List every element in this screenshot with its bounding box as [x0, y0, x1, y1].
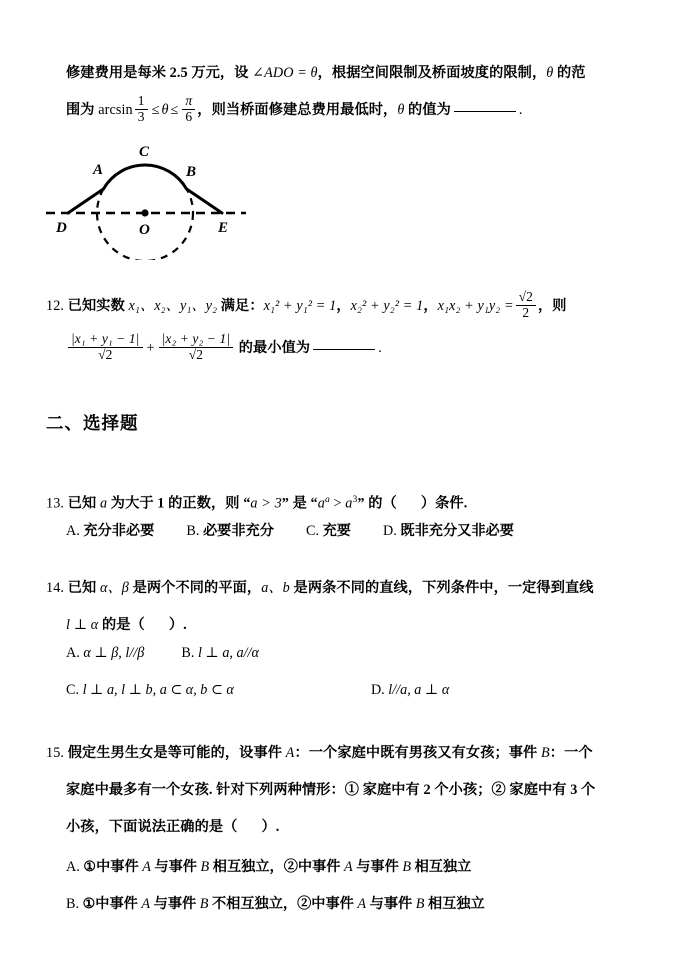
q15-option-a-part5: 相互独立 — [411, 859, 472, 875]
q13-option-c-text: 充要 — [322, 523, 351, 539]
fraction-one-third-numerator: 1 — [135, 94, 148, 110]
fraction-sqrt2-over-2 — [516, 290, 536, 320]
q15-option-a-event-b1: B — [200, 859, 210, 875]
fraction-pi-sixths-denominator: 6 — [185, 109, 193, 124]
figure-label-c: C — [139, 144, 150, 160]
q12-comma-2: ， — [423, 298, 438, 314]
q15-option-a-part2: 与事件 — [150, 859, 201, 875]
q13-text2: 为大于 1 的正数，则 “ — [107, 495, 251, 512]
q11-line2-text2: ，则当桥面修建总费用最低时， — [197, 102, 398, 118]
q11-line1-text3: 的范 — [553, 65, 586, 81]
le-sign-1: ≤ — [151, 102, 160, 118]
figure-label-d: D — [56, 220, 67, 236]
le-sign-2: ≤ — [170, 102, 179, 118]
q13-option-a[interactable] — [66, 523, 154, 539]
q12-variables: x₁、x₂、y₁、y₂ — [128, 298, 218, 314]
plus-sign: + — [146, 340, 155, 356]
q14-options-row-2 — [66, 682, 449, 699]
q13-option-a-text: 充分非必要 — [83, 523, 155, 539]
figure-label-o: O — [139, 222, 150, 238]
fraction-term-2 — [159, 332, 234, 362]
q14-option-a-text: α ⊥ β, l//β — [83, 645, 145, 661]
q14-line2-expression: l ⊥ α — [66, 617, 99, 633]
q15-event-b: B — [541, 745, 550, 761]
q12-line2-period: . — [378, 340, 382, 356]
q14-line2-text: 的是（ — [98, 617, 145, 633]
q13-expr2-base-2: a — [345, 495, 353, 512]
fraction-term-2-numerator: |x₂ + y₂ − 1| — [159, 332, 234, 348]
q15-option-b-event-b1: B — [199, 896, 209, 912]
fraction-term-1 — [68, 332, 143, 362]
q13-text4: ” 的（ — [357, 495, 397, 512]
q12-comma-1: ， — [336, 298, 351, 314]
q13-text5: ）条件. — [420, 495, 468, 512]
q13-variable-a: a — [99, 495, 108, 512]
q15-option-a-event-b2: B — [402, 859, 412, 875]
q13-expr2-sup: a — [324, 494, 330, 505]
q13-text1: 已知 — [67, 495, 100, 512]
q13-option-b-label: B. — [186, 523, 200, 539]
figure-label-a: A — [93, 162, 104, 178]
q15-line3-text: 小孩，下面说法正确的是（ — [66, 819, 238, 835]
q14-line1-text1: 已知 — [67, 580, 100, 596]
q13-expr2-gt: > — [329, 495, 346, 512]
figure-label-e: E — [218, 220, 229, 236]
q14-option-c-text: l ⊥ a, l ⊥ b, a ⊂ α, b ⊂ α — [82, 682, 234, 698]
fraction-pi-sixths — [182, 94, 195, 124]
fraction-term-2-denominator: √2 — [188, 347, 204, 362]
diagram-svg — [38, 140, 288, 260]
q15-option-a-part1: ①中事件 — [83, 859, 143, 875]
q11-line2-period: . — [518, 102, 523, 118]
q12-line1 — [46, 288, 567, 325]
q13-line1 — [46, 481, 467, 522]
q13-expression-1: a > 3 — [250, 495, 282, 512]
q13-expr2-sup-2: 3 — [352, 494, 358, 505]
q13-option-d-text: 既非充分又非必要 — [400, 523, 514, 539]
q14-option-b-label: B. — [181, 645, 195, 661]
q15-line3 — [66, 809, 279, 846]
q12-line2-tail: 的最小值为 — [235, 340, 311, 356]
q13-number: 13. — [46, 495, 65, 512]
q15-option-b-part3: 不相互独立，②中事件 — [208, 896, 358, 912]
q15-line2: 家庭中最多有一个女孩. 针对下列两种情形：① 家庭中有 2 个小孩；② 家庭中有 3 个 — [66, 782, 596, 798]
q14-option-d[interactable] — [371, 682, 449, 698]
q12-text2: 满足： — [217, 298, 264, 314]
q14-line1 — [46, 570, 594, 607]
arc-acb — [103, 165, 186, 189]
q14-option-b-text: l ⊥ a, a//α — [197, 645, 259, 661]
q15-option-a-part3: 相互独立，②中事件 — [209, 859, 344, 875]
bridge-arc-circle-diagram — [38, 140, 288, 260]
q14-line2 — [66, 607, 187, 644]
q15-event-a: A — [285, 745, 295, 761]
q15-line1 — [46, 735, 593, 772]
q14-option-a-label: A. — [66, 645, 80, 661]
q14-option-c-label: C. — [66, 682, 80, 698]
q11-line1-text1: 修建费用是每米 2.5 万元，设 — [66, 65, 253, 81]
q13-option-d-label: D. — [383, 523, 397, 539]
q15-option-b-part5: 相互独立 — [424, 896, 485, 912]
q14-line1-text2: 是两个不同的平面， — [128, 580, 262, 596]
q15-option-b[interactable] — [66, 893, 485, 913]
q11-angle-expression: ∠ADO = θ — [252, 65, 318, 81]
q12-equation-1: x₁² + y₁² = 1 — [263, 298, 337, 314]
q15-option-a-label: A. — [66, 859, 80, 875]
q12-equation-2: x₂² + y₂² = 1 — [350, 298, 424, 314]
q14-option-a[interactable] — [66, 645, 144, 661]
q14-number: 14. — [46, 580, 65, 596]
q13-options-row — [66, 520, 514, 540]
q13-option-c[interactable] — [306, 523, 351, 539]
section-2-heading: 二、选择题 — [46, 413, 139, 433]
q15-option-a-part4: 与事件 — [352, 859, 403, 875]
q14-line-variables: a、b — [261, 580, 290, 596]
fraction-term-1-denominator: √2 — [98, 347, 113, 362]
q11-line1-text2: ，根据空间限制及桥面坡度的限制， — [317, 65, 547, 81]
fraction-sqrt2-over-2-numerator: √2 — [516, 290, 536, 306]
q15-option-a-event-a1: A — [142, 859, 151, 875]
q15-option-b-event-a1: A — [141, 896, 151, 912]
q15-option-b-part1: ①中事件 — [82, 896, 142, 912]
figure-label-b: B — [186, 164, 197, 180]
q13-option-b[interactable] — [186, 523, 274, 539]
q15-option-b-event-b2: B — [415, 896, 425, 912]
q12-equation-3-lhs: x₁x₂ + y₁y₂ = — [437, 298, 514, 314]
q13-expr2-base: a — [317, 495, 325, 512]
q15-option-a[interactable] — [66, 856, 471, 876]
center-point-o — [141, 209, 148, 216]
q14-option-d-text: l//a, a ⊥ α — [388, 682, 450, 698]
q15-option-b-part2: 与事件 — [150, 896, 200, 912]
q11-line2-text1: 围为 — [66, 102, 99, 118]
q11-theta-2: θ — [161, 102, 169, 118]
fraction-sqrt2-over-2-denominator: 2 — [522, 305, 530, 320]
q15-line1-text2: ：一个家庭中既有男孩又有女孩；事件 — [294, 745, 541, 761]
q15-line1-text3: ：一个 — [549, 745, 593, 761]
q14-plane-variables: α、β — [99, 580, 129, 596]
q15-number: 15. — [46, 745, 65, 761]
q11-continuation-line2 — [66, 92, 523, 129]
q14-options-row-1 — [66, 645, 259, 662]
q15-option-b-part4: 与事件 — [366, 896, 416, 912]
q12-number: 12. — [46, 298, 65, 314]
q14-option-d-label: D. — [370, 682, 385, 698]
q11-theta-3: θ — [397, 102, 405, 118]
q12-comma-3: ，则 — [537, 298, 567, 314]
q15-option-b-label: B. — [66, 896, 80, 912]
q15-option-a-event-a2: A — [344, 859, 353, 875]
q13-option-b-text: 必要非充分 — [202, 523, 274, 539]
q13-option-c-label: C. — [306, 523, 320, 539]
fraction-one-third — [135, 94, 148, 124]
arcsin-label: arcsin — [98, 102, 133, 118]
q15-option-b-event-a2: A — [357, 896, 367, 912]
q11-answer-blank[interactable] — [454, 111, 516, 112]
q13-option-d[interactable] — [383, 523, 514, 539]
fraction-one-third-denominator: 3 — [137, 109, 145, 124]
q14-line1-text3: 是两条不同的直线，下列条件中，一定得到直线 — [289, 580, 594, 596]
fraction-term-1-numerator: |x₁ + y₁ − 1| — [68, 332, 143, 348]
q11-theta-1: θ — [546, 65, 554, 81]
q12-text1: 已知实数 — [67, 298, 129, 314]
q13-text3: ” 是 “ — [281, 495, 318, 512]
q14-option-b[interactable] — [181, 645, 259, 661]
q11-line2-text3: 的值为 — [404, 102, 451, 118]
fraction-pi-sixths-numerator: π — [182, 94, 195, 110]
q14-line2-text2: ）. — [168, 617, 187, 633]
q14-option-c[interactable] — [66, 682, 234, 698]
q12-line2 — [66, 330, 382, 367]
q13-option-a-label: A. — [66, 523, 80, 539]
q12-answer-blank[interactable] — [313, 349, 375, 350]
q15-line3-end: ）. — [261, 819, 280, 835]
q11-continuation-line1 — [66, 55, 586, 92]
q15-line1-text1: 假定生男生女是等可能的，设事件 — [67, 745, 286, 761]
